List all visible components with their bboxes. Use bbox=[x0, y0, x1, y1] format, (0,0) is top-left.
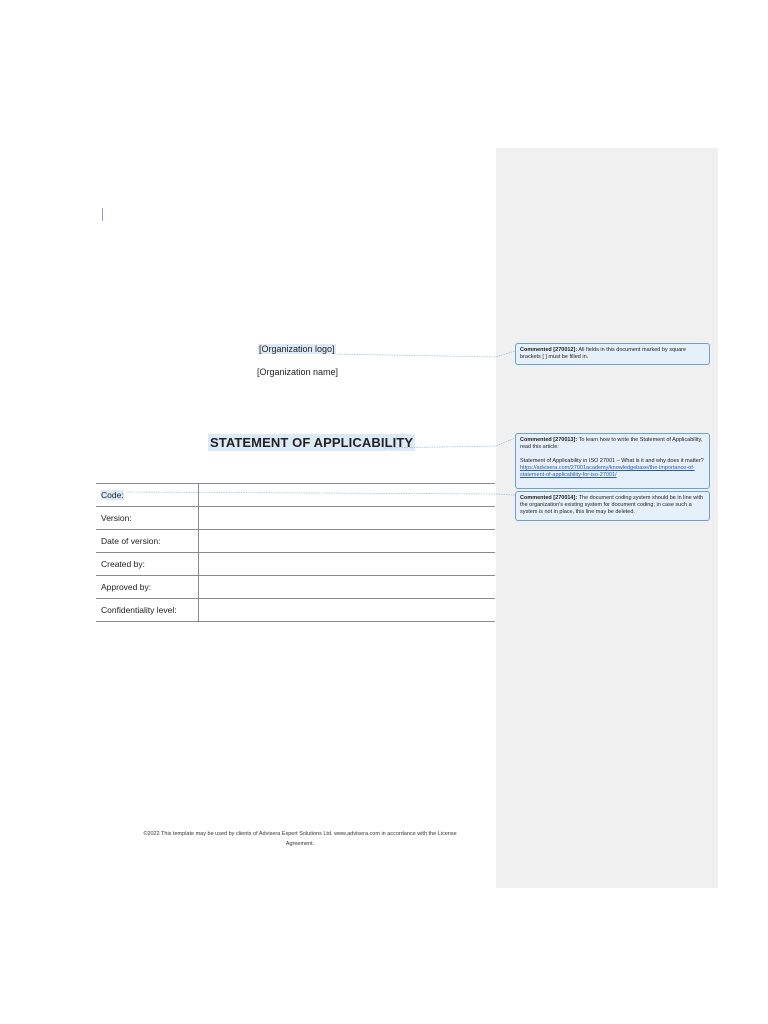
comment-text: The document coding system should be in line with the organization's existing system for document coding; in case such a system is not in place, this line may be deleted. bbox=[520, 495, 704, 515]
date-of-version-label: Date of version: bbox=[96, 530, 199, 553]
created-by-label: Created by: bbox=[96, 553, 199, 576]
approved-by-label: Approved by: bbox=[96, 576, 199, 599]
comment-balloon-270014[interactable] bbox=[515, 491, 710, 521]
text-cursor bbox=[102, 208, 103, 221]
document-info-table bbox=[96, 483, 495, 622]
comment-balloon-270013[interactable] bbox=[515, 433, 710, 489]
footer-line-1: ©2022 This template may be used by clients of Advisera Expert Solutions Ltd. www.advisera.com in accordance with the License bbox=[143, 831, 457, 837]
table-row bbox=[96, 599, 495, 622]
comment-author: Commented [270012]: bbox=[520, 347, 578, 353]
table-row bbox=[96, 484, 495, 507]
comment-article-link[interactable]: https://advisera.com/27001academy/knowledgebase/the-importance-of-statement-of-applicability-for-iso-27001/ bbox=[520, 465, 695, 478]
footer-line-2: Agreement. bbox=[285, 841, 315, 847]
page-footer bbox=[110, 829, 490, 849]
code-label: Code: bbox=[96, 484, 199, 507]
comment-text-2: Statement of Applicability in ISO 27001 – What is it and why does it matter? bbox=[520, 458, 704, 464]
comment-text: To learn how to write the Statement of Applicability, read this article: bbox=[520, 437, 703, 450]
comment-text: All fields in this document marked by square brackets [ ] must be filled in. bbox=[520, 347, 687, 360]
confidentiality-level-value-cell[interactable] bbox=[199, 599, 496, 622]
document-title[interactable]: STATEMENT OF APPLICABILITY bbox=[210, 435, 414, 450]
comment-author: Commented [270013]: bbox=[520, 437, 578, 443]
date-of-version-value-cell[interactable] bbox=[199, 530, 496, 553]
organization-name-placeholder[interactable]: [Organization name] bbox=[257, 367, 339, 377]
table-row bbox=[96, 507, 495, 530]
version-value-cell[interactable] bbox=[199, 507, 496, 530]
table-row bbox=[96, 530, 495, 553]
approved-by-value-cell[interactable] bbox=[199, 576, 496, 599]
confidentiality-level-label: Confidentiality level: bbox=[96, 599, 199, 622]
version-label: Version: bbox=[96, 507, 199, 530]
organization-logo-placeholder[interactable]: [Organization logo] bbox=[259, 344, 335, 354]
comment-author: Commented [270014]: bbox=[520, 495, 578, 501]
code-value-cell[interactable] bbox=[199, 484, 496, 507]
comment-balloon-270012[interactable] bbox=[515, 343, 710, 365]
table-row bbox=[96, 576, 495, 599]
created-by-value-cell[interactable] bbox=[199, 553, 496, 576]
table-row bbox=[96, 553, 495, 576]
